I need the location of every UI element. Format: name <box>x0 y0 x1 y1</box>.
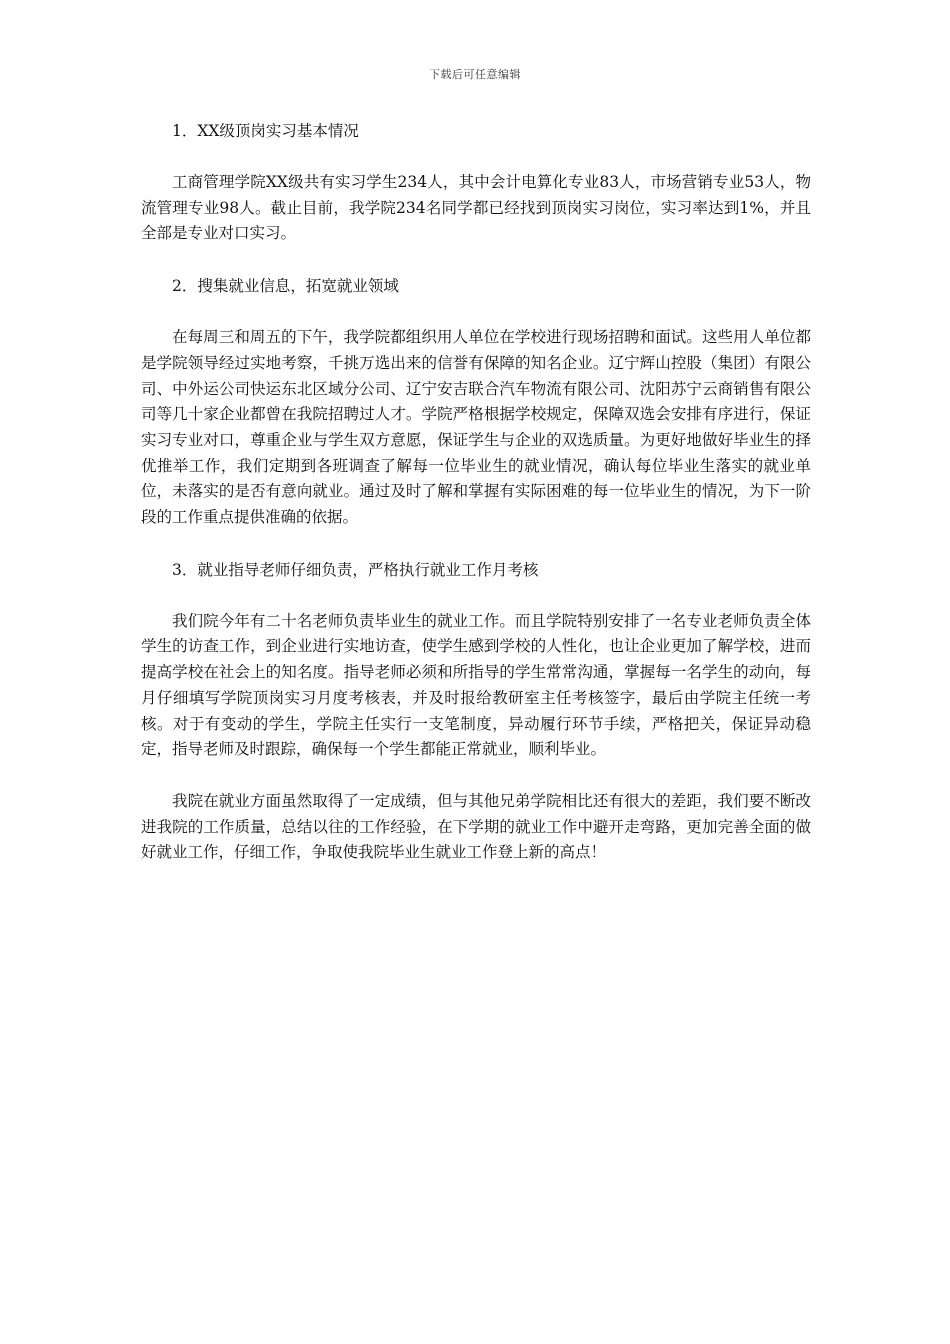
closing-paragraph: 我院在就业方面虽然取得了一定成绩，但与其他兄弟学院相比还有很大的差距，我们要不断改进我院的工作质量，总结以往的工作经验，在下学期的就业工作中避开走弯路，更加完善全面的做好就业工作，仔细工作，争取使我院毕业生就业工作登上新的高点！ <box>141 791 811 862</box>
document-body <box>141 118 811 892</box>
section-paragraph-3: 我们院今年有二十名老师负责毕业生的就业工作。而且学院特别安排了一名专业老师负责全体学生的访查工作，到企业进行实地访查，使学生感到学校的人性化，也让企业更加了解学校，进而提高学校在社会上的知名度。指导老师必须和所指导的学生常常沟通，掌握每一名学生的动向，每月仔细填写学院顶岗实习月度考核表，并及时报给教研室主任考核签字，最后由学院主任统一考核。对于有变动的学生，学院主任实行一支笔制度，异动履行环节手续，严格把关，保证异动稳定，指导老师及时跟踪，确保每一个学生都能正常就业，顺利毕业。 <box>141 611 811 759</box>
section-heading-2: 2．搜集就业信息，拓宽就业领域 <box>172 277 399 296</box>
section-heading-3: 3．就业指导老师仔细负责，严格执行就业工作月考核 <box>172 560 539 579</box>
section-paragraph-2: 在每周三和周五的下午，我学院都组织用人单位在学校进行现场招聘和面试。这些用人单位都是学院领导经过实地考察，千挑万选出来的信誉有保障的知名企业。辽宁辉山控股（集团）有限公司、中外运公司快运东北区域分公司、辽宁安吉联合汽车物流有限公司、沈阳苏宁云商销售有限公司等几十家企业都曾在我院招聘过人才。学院严格根据学校规定，保障双选会安排有序进行，保证实习专业对口，尊重企业与学生双方意愿，保证学生与企业的双选质量。为更好地做好毕业生的择优推举工作，我们定期到各班调查了解每一位毕业生的就业情况，确认每位毕业生落实的就业单位，未落实的是否有意向就业。通过及时了解和掌握有实际困难的每一位毕业生的情况，为下一阶段的工作重点提供准确的依据。 <box>141 328 811 527</box>
section-heading-1: 1．XX级顶岗实习基本情况 <box>172 122 359 140</box>
section-paragraph-1: 工商管理学院XX级共有实习学生234人，其中会计电算化专业83人，市场营销专业53人，物流管理专业98人。截止目前，我学院234名同学都已经找到顶岗实习岗位，实习率达到1%，并且全部是专业对口实习。 <box>141 173 811 243</box>
page-header: 下载后可任意编辑 <box>429 68 521 81</box>
